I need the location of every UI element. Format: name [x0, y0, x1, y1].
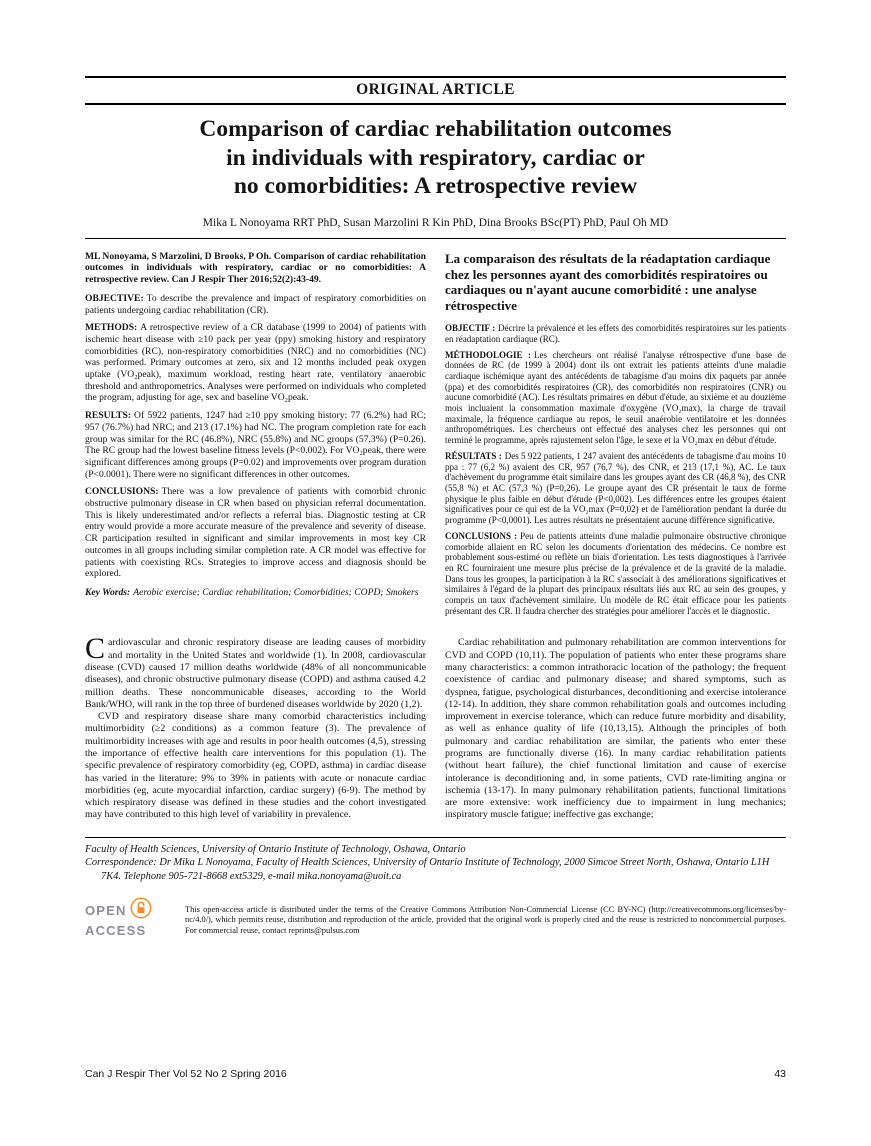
conclusions-fr-label: CONCLUSIONS :	[445, 530, 518, 541]
objective-label: OBJECTIVE:	[85, 292, 144, 304]
abstract-english	[85, 251, 426, 622]
body-column-right	[445, 637, 786, 821]
intro-paragraph-text: ardiovascular and chronic respiratory disease are leading causes of morbidity and mortality in the United States and worldwide (1). In 2008, cardiovascular disease (CVD) caused 17 million deaths worldwide (48% of all noncommunicable diseases), and chronic obstructive pulmonary disease (COPD) and asthma caused 4.2 million deaths. These noncommunicable diseases, according to the World Bank/WHO, will rank in the top three of burdened diseases worldwide by 2020 (1,2).	[85, 637, 426, 710]
body-text-block	[85, 632, 786, 821]
dropcap-letter: C	[85, 632, 106, 666]
keywords-label: Key Words:	[85, 586, 131, 598]
title-line-2: in individuals with respiratory, cardiac or	[226, 144, 645, 171]
open-access-block	[85, 897, 786, 945]
methods-text: A retrospective review of a CR database (1999 to 2004) of patients with ischemic heart disease with ≥10 pack per year (ppy) smoking history and respiratory comorbidities (RC), non-respiratory comorbidities (NRC) and no comorbidities (NC) was performed. Primary outcomes at zero, six and 12 months included peak oxygen uptake (VO₂peak), maximum workload, resting heart rate, ventilatory anaerobic threshold and anthropometrics. Analyses were performed on individuals who completed the program, adjusting for age, sex and baseline VO₂peak.	[85, 322, 426, 404]
objectif-text: Décrire la prévalence et les effets des comorbidités respiratoires sur les patients en réadaptation cardiaque (RC).	[445, 323, 786, 344]
body-column-left	[85, 632, 426, 821]
author-footnote	[85, 837, 786, 884]
abstract-fr-objectif	[445, 323, 786, 344]
french-title: La comparaison des résultats de la réadaptation cardiaque chez les personnes ayant des comorbidités respiratoires ou cardiaques ou n'ayant aucune comorbidité : une analyse rétrospective	[445, 250, 771, 314]
body-paragraph-2: CVD and respiratory disease share many comorbid characteristics including multimorbidity (≥2 conditions) as a common feature (3). The prevalence of multimorbidity increases with age and results in poor health outcomes (4,5), stressing the importance of effective health care interventions for this population (1). The specific prevalence of respiratory comorbidity (eg, COPD, asthma) in cardiac disease has varied in the literature: 9% to 39% in patients with acute or nonacute cardiac morbidities (eg, acute myocardial infarction, cardiac surgery) (6-9). The method by which respiratory disease was defined in these studies and the cohort investigated may have contributed to this high level of variability in prevalence.	[85, 711, 426, 821]
author-list: Mika L Nonoyama RRT PhD, Susan Marzolini R Kin PhD, Dina Brooks BSc(PT) PhD, Paul Oh MD	[85, 217, 786, 239]
methodologie-text: Les chercheurs ont réalisé l'analyse rétrospective d'une base de données de RC (de 1999 à 2004) dont ils ont extrait les patients atteints d'une maladie cardiaque ischémique ayant des antécédents de tabagisme d'au moins dix paquets par année (ppa) et des comorbidités respiratoires (CR), des comorbidités non respiratoires (CNR) ou aucune comorbidité (AC). Les résultats primaires en début d'étude, au sixième et au douzième mois incluaient la consommation maximale d'oxygène (VO₂max), la charge de travail maximale, la fréquence cardiaque au repos, le seuil anaérobie ventilatoire et les données anthropométriques. Les chercheurs ont effectué des analyses chez les personnes qui ont terminé le programme, après rajustement selon l'âge, le sexe et la VO₂max en début d'étude.	[445, 349, 786, 446]
keywords-line	[85, 587, 426, 599]
journal-volume-label: Can J Respir Ther Vol 52 No 2 Spring 2016	[85, 1068, 287, 1080]
abstract-fr-conclusions	[445, 531, 786, 617]
body-paragraph-3: Cardiac rehabilitation and pulmonary rehabilitation are common interventions for CVD and COPD (10,11). The population of patients who enter these programs share many characteristics: a common intrathoracic location of the pathology; the frequent coexistence of cardiac and pulmonary disease; and shared symptoms, such as dyspnea, fatigue, psychological disturbances, deconditioning and exercise intolerance (12-14). In addition, they share common rehabilitation goals and outcomes including improvement in exercise tolerance, which can reduce future morbidity and disability, as well as enhance quality of life (10,13,15). Although the principles of both pulmonary and cardiac rehabilitation are similar, the patients who enter these programs are functionally diverse (16). In many cardiac rehabilitation patients (without heart failure), the chief functional limitation and cause of exercise intolerance is deconditioning and, in some patients, CVD rate-limiting angina or ischemia (13-17). In many pulmonary rehabilitation patients, functional limitations are more extensive: work inefficiency due to impairment in lung mechanics; inspiratory muscle fatigue; ineffective gas exchange;	[445, 637, 786, 821]
methodologie-label: MÉTHODOLOGIE :	[445, 349, 531, 360]
conclusions-label: CONCLUSIONS:	[85, 486, 159, 498]
methods-label: METHODS:	[85, 322, 138, 334]
section-banner	[85, 76, 786, 105]
license-text: This open-access article is distributed under the terms of the Creative Commons Attribution Non-Commercial License (CC BY-NC) (http://creativecommons.org/licenses/by-nc/4.0/), which permits reuse, distribution and reproduction of the article, provided that the original work is properly cited and the reuse is restricted to noncommercial purposes. For commercial reuse, contact reprints@pulsus.com	[185, 905, 786, 935]
page-title	[85, 115, 786, 201]
page-number: 43	[774, 1068, 786, 1080]
citation: ML Nonoyama, S Marzolini, D Brooks, P Oh. Comparison of cardiac rehabilitation outcomes in individuals with respiratory, cardiac or no comorbidities: A retrospective review. Can J Respir Ther 2016;52(2):43-49.	[85, 250, 426, 286]
conclusions-text: There was a low prevalence of patients with comorbid chronic obstructive pulmonary disease in CR when based on physician referral documentation. This is likely underestimated and/or reflects a referral bias. Diagnostic testing at CR entry would provide a more accurate measure of the prevalence and severity of disease. CR participation resulted in significant and similar improvements in most key CR outcomes in all groups including similar completion rate. A CR model was effective for patients with coexisting RCs. Strategies to improve access and diagnosis should be explored.	[85, 486, 426, 580]
body-paragraph-intro	[85, 632, 426, 711]
abstract-section-results	[85, 410, 426, 480]
section-label: ORIGINAL ARTICLE	[356, 81, 515, 98]
results-label: RESULTS:	[85, 410, 132, 422]
conclusions-fr-text: Peu de patients atteints d'une maladie pulmonaire obstructive chronique comorbide allaient en RC selon les documents d'orientation des médecins. Ce nombre est probablement sous-estimé ou reflète un biais d'orientation. Les tests diagnostiques à l'arrivée en RC fourniraient une mesure plus précise de la prévalence et de la gravité de la maladie. Dans tous les groupes, la participation à la RC s'associait à des améliorations significatives et similaires à l'égard de la plupart des principaux résultats liés aux RC au sein des groupes, y compris un taux d'achèvement similaire. Un modèle de RC était efficace pour les patients présentant des CR. Il faudra chercher des stratégies pour améliorer l'accès et le diagnostic.	[445, 530, 786, 616]
abstract-fr-resultats	[445, 451, 786, 526]
page-footer	[85, 1068, 786, 1080]
open-access-access-label: ACCESS	[85, 922, 147, 938]
abstract-fr-methodologie	[445, 350, 786, 446]
resultats-text: Des 5 922 patients, 1 247 avaient des antécédents de tabagisme d'au moins 10 ppa : 77 (6,2 %) avaient des CR, 957 (76,7 %), des CNR, et 213 (17,1 %), AC. Le taux d'achèvement du programme était similaire dans les groupes ayant des CR (46,8 %), des CNR (55,8 %) et AC (57,3 %) (P=0,26). Le groupe ayant des CR présentait le taux de forme physique le plus faible en début d'étude (P<0,002). Les différences entre les groupes étaient significatives pour ce qui est de la VO₂max (P=0,02) et de l'amélioration pendant la durée du programme (P<0,0001). Les autres résultats ne présentaient aucune différence significative.	[445, 450, 786, 526]
affiliation-line: Faculty of Health Sciences, University of Ontario Institute of Technology, Oshawa, Ontario	[85, 843, 466, 855]
keywords-text: Aerobic exercise; Cardiac rehabilitation; Comorbidities; COPD; Smokers	[133, 586, 419, 598]
open-access-logo	[85, 897, 171, 938]
abstract-section-methods	[85, 322, 426, 404]
title-line-1: Comparison of cardiac rehabilitation outcomes	[199, 116, 672, 142]
abstract-block	[85, 251, 786, 622]
open-access-open-label: OPEN	[85, 902, 127, 918]
title-line-3: no comorbidities: A retrospective review	[233, 173, 638, 200]
objectif-label: OBJECTIF :	[445, 323, 496, 334]
correspondence-line: Correspondence: Dr Mika L Nonoyama, Faculty of Health Sciences, University of Ontario Institute of Technology, 2000 Simcoe Street North, Oshawa, Ontario L1H 7K4. Telephone 905-721-8668 ext5329, e-mail mika.nonoyama@uoit.ca	[85, 857, 770, 883]
objective-text: To describe the prevalence and impact of respiratory comorbidities on patients undergoing cardiac rehabilitation (CR).	[85, 292, 426, 316]
french-abstract-body	[445, 323, 786, 616]
abstract-section-conclusions	[85, 486, 426, 580]
open-access-logo-top	[85, 897, 171, 924]
abstract-french	[445, 251, 786, 622]
open-lock-icon	[130, 897, 152, 924]
resultats-label: RÉSULTATS :	[445, 450, 502, 461]
abstract-section-objective	[85, 293, 426, 316]
results-text: Of 5922 patients, 1247 had ≥10 ppy smoking history: 77 (6.2%) had RC; 957 (76.7%) had NRC; and 213 (17.1%) had NC. The program completion rate for each group was similar for the RC (46.8%), NRC (55.8%) and NC groups (57.3%) (P=0.26). The RC group had the lowest baseline fitness levels (P<0.002). For VO₂peak, there were significant differences among groups (P=0.02) and improvements over program duration (P<0.0001). There were no significant differences in other outcomes.	[85, 410, 426, 480]
